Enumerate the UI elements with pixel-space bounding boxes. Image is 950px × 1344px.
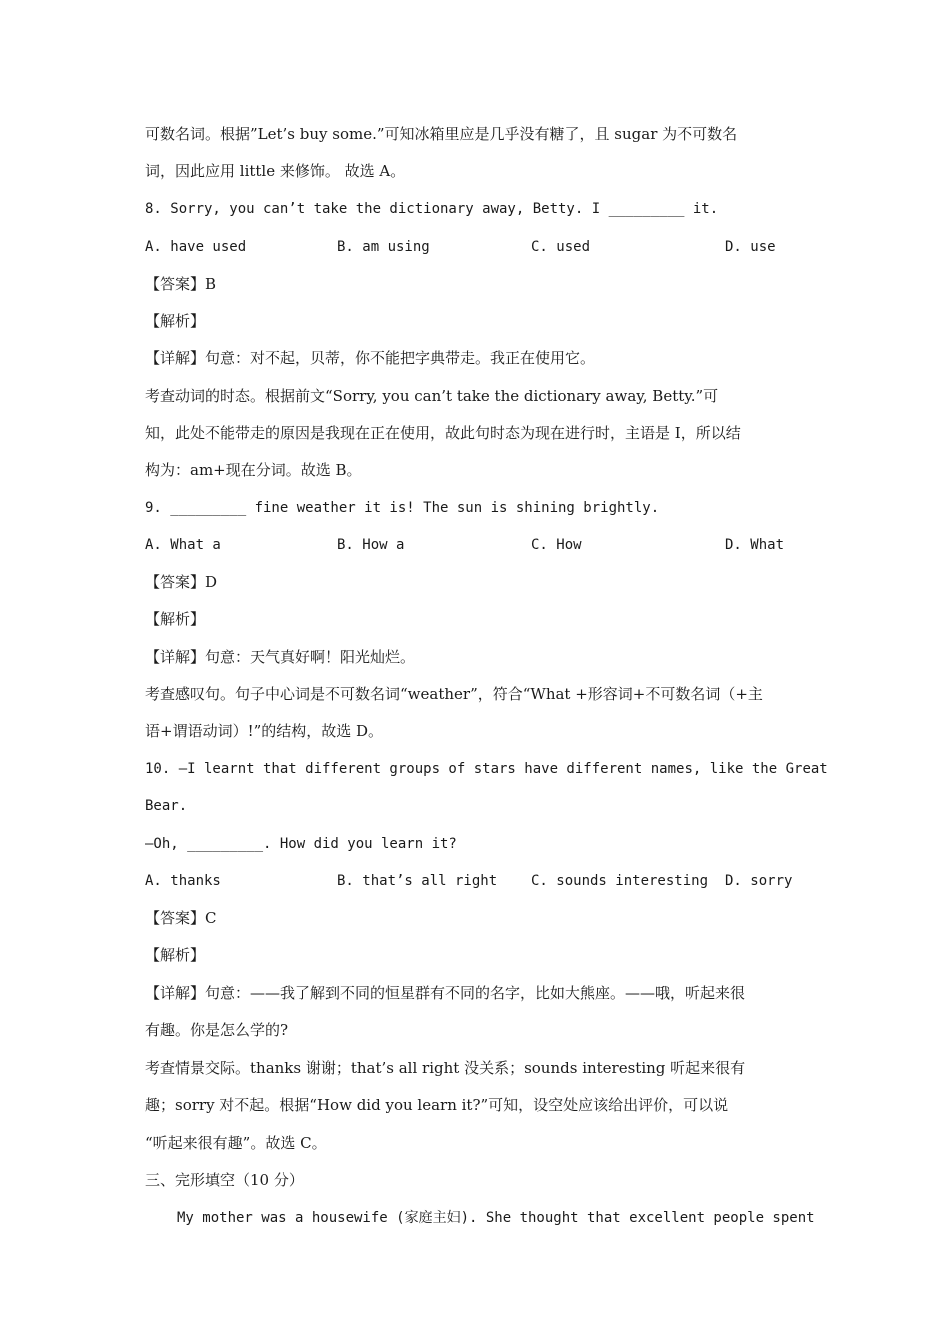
text-line: 考查感叹句。句子中心词是不可数名词“weather”，符合“What +形容词+不可数名词（+主 <box>145 685 763 703</box>
question-8-option-a: A. have used <box>145 239 247 255</box>
question-9-option-d: D. What <box>725 537 785 553</box>
text-line: 趣；sorry 对不起。根据“How did you learn it?”可知，设空处应该给出评价，可以说 <box>145 1096 729 1114</box>
text-line: “听起来很有趣”。故选 C。 <box>145 1134 327 1152</box>
question-10-stem-continued: Bear. <box>145 798 188 814</box>
question-10-detail-continued: 有趣。你是怎么学的? <box>145 1021 289 1039</box>
question-10-stem: 10. —I learnt that different groups of stars have different names, like the Great <box>145 761 828 777</box>
text-line: 可数名词。根据”Let’s buy some.”可知冰箱里应是几乎没有糖了，且 sugar 为不可数名 <box>145 125 738 143</box>
question-9-option-a: A. What a <box>145 537 221 553</box>
question-9-option-c: C. How <box>531 537 582 553</box>
passage-first-line: My mother was a housewife (家庭主妇). She thought that excellent people spent <box>177 1210 815 1226</box>
question-10-reply: —Oh, _________. How did you learn it? <box>145 836 457 852</box>
section-heading: 三、完形填空（10 分） <box>145 1171 304 1189</box>
question-8-detail: 【详解】句意：对不起，贝蒂，你不能把字典带走。我正在使用它。 <box>145 349 596 367</box>
question-8-stem: 8. Sorry, you can’t take the dictionary away, Betty. I _________ it. <box>145 201 719 217</box>
question-9-detail: 【详解】句意：天气真好啊！阳光灿烂。 <box>145 648 416 666</box>
question-9-analysis-label: 【解析】 <box>145 610 206 628</box>
question-10-option-c: C. sounds interesting <box>531 873 709 889</box>
question-8-option-c: C. used <box>531 239 591 255</box>
question-9-answer: 【答案】D <box>145 573 218 591</box>
question-10-option-d: D. sorry <box>725 873 793 889</box>
text-line: 考查动词的时态。根据前文“Sorry, you can’t take the dictionary away, Betty.”可 <box>145 387 719 405</box>
text-line: 考查情景交际。thanks 谢谢；that’s all right 没关系；sounds interesting 听起来很有 <box>145 1059 746 1077</box>
question-8-option-d: D. use <box>725 239 776 255</box>
question-9-stem: 9. _________ fine weather it is! The sun is shining brightly. <box>145 500 660 516</box>
question-9-option-b: B. How a <box>337 537 405 553</box>
question-8-option-b: B. am using <box>337 239 430 255</box>
question-10-detail: 【详解】句意：——我了解到不同的恒星群有不同的名字，比如大熊座。——哦，听起来很 <box>145 984 746 1002</box>
question-10-analysis-label: 【解析】 <box>145 946 206 964</box>
text-line: 知，此处不能带走的原因是我现在正在使用，故此句时态为现在进行时，主语是 I，所以结 <box>145 424 741 442</box>
text-line: 语+谓语动词）!”的结构，故选 D。 <box>145 722 384 740</box>
question-10-option-b: B. that’s all right <box>337 873 498 889</box>
question-10-option-a: A. thanks <box>145 873 221 889</box>
question-10-answer: 【答案】C <box>145 909 217 927</box>
question-8-analysis-label: 【解析】 <box>145 312 206 330</box>
text-line: 词，因此应用 little 来修饰。 故选 A。 <box>145 162 406 180</box>
question-8-answer: 【答案】B <box>145 275 217 293</box>
text-line: 构为：am+现在分词。故选 B。 <box>145 461 362 479</box>
